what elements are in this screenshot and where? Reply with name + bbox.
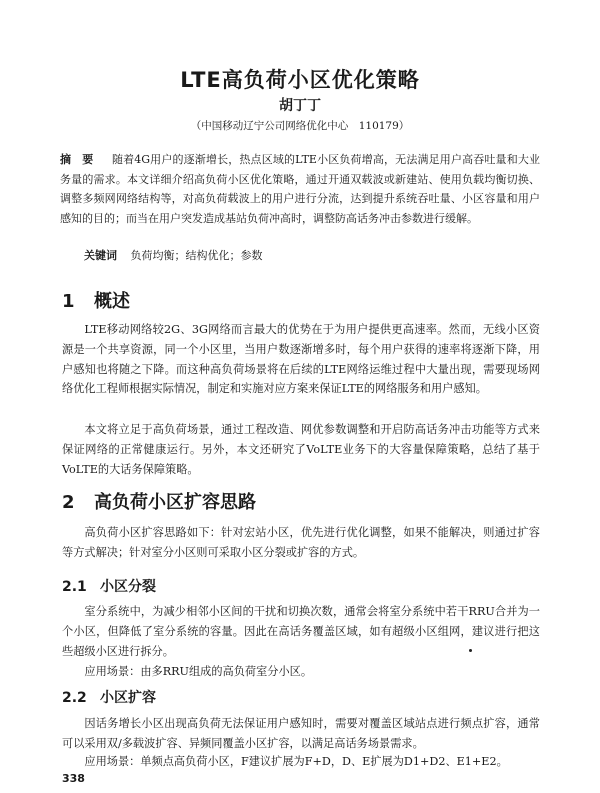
subsection-2-2-paragraph-2: 应用场景：单频点高负荷小区，F建议扩展为F+D，D、E扩展为D1+D2、E1+E2。	[84, 755, 508, 768]
section-2-paragraph-1: 高负荷小区扩容思路如下：针对宏站小区，优先进行优化调整，如果不能解决，则通过扩容等方式解决；针对室分小区则可采取小区分裂或扩容的方式。	[62, 526, 540, 559]
section-2-heading	[62, 488, 256, 514]
keywords-label: 关键词	[84, 249, 117, 262]
subsection-title: 小区扩容	[100, 690, 156, 706]
section-1-paragraph-2: 本文将立足于高负荷场景，通过工程改造、网优参数调整和开启防高话务冲击功能等方式来保证网络的正常健康运行。另外，本文还研究了VoLTE业务下的大容量保障策略，总结了基于VoLTE的大话务保障策略。	[62, 423, 540, 476]
section-number: 1	[62, 291, 75, 312]
subsection-2-1-paragraph-2: 应用场景：由多RRU组成的高负荷室分小区。	[84, 665, 313, 678]
section-title: 高负荷小区扩容思路	[94, 492, 256, 513]
paper-title: LTE高负荷小区优化策略	[180, 68, 420, 92]
subsection-2-1-heading	[62, 576, 156, 596]
abstract	[60, 150, 540, 228]
section-1-heading	[62, 287, 130, 313]
subsection-2-2-paragraph-1: 因话务增长小区出现高负荷无法保证用户感知时，需要对覆盖区域站点进行频点扩容，通常可以采用双/多载波扩容、异频同覆盖小区扩容，以满足高话务场景需求。	[62, 717, 540, 750]
section-1-paragraph-1: LTE移动网络较2G、3G网络而言最大的优势在于为用户提供更高速率。然而，无线小区资源是一个共享资源，同一个小区里，当用户数逐渐增多时，每个用户获得的速率将逐渐下降，用户感知也将随之下降。而这种高负荷场景将在后续的LTE网络运维过程中大量出现，需要现场网络优化工程师根据实际情况，制定和实施对应方案来保证LTE的网络服务和用户感知。	[62, 323, 540, 396]
subsection-2-2-heading	[62, 687, 156, 707]
keywords-text: 负荷均衡；结构优化；参数	[130, 249, 263, 262]
subsection-title: 小区分裂	[100, 579, 156, 595]
author-affiliation: （中国移动辽宁公司网络优化中心 110179）	[190, 120, 410, 132]
page-number: 338	[62, 772, 85, 785]
section-title: 概述	[94, 291, 130, 312]
subsection-2-1-paragraph-1: 室分系统中，为减少相邻小区间的干扰和切换次数，通常会将室分系统中若干RRU合并为一个小区，但降低了室分系统的容量。因此在高话务覆盖区域，如有超级小区组网，建议进行把这些超级小区进行拆分。	[62, 605, 540, 658]
author-name: 胡丁丁	[279, 98, 321, 114]
abstract-label: 摘 要	[60, 153, 94, 166]
subsection-number: 2.2	[62, 690, 87, 706]
abstract-text: 随着4G用户的逐渐增长，热点区域的LTE小区负荷增高，无法满足用户高吞吐量和大业务量的需求。本文详细介绍高负荷小区优化策略，通过开通双载波或新建站、使用负载均衡切换、调整多频网网络结构等，对高负荷载波上的用户进行分流，达到提升系统吞吐量、小区容量和用户感知的目的；而当在用户突发造成基站负荷冲高时，调整防高话务冲击参数进行缓解。	[60, 153, 541, 225]
section-number: 2	[62, 492, 75, 513]
stray-mark	[469, 649, 472, 652]
keywords	[84, 247, 544, 265]
subsection-number: 2.1	[62, 579, 87, 595]
